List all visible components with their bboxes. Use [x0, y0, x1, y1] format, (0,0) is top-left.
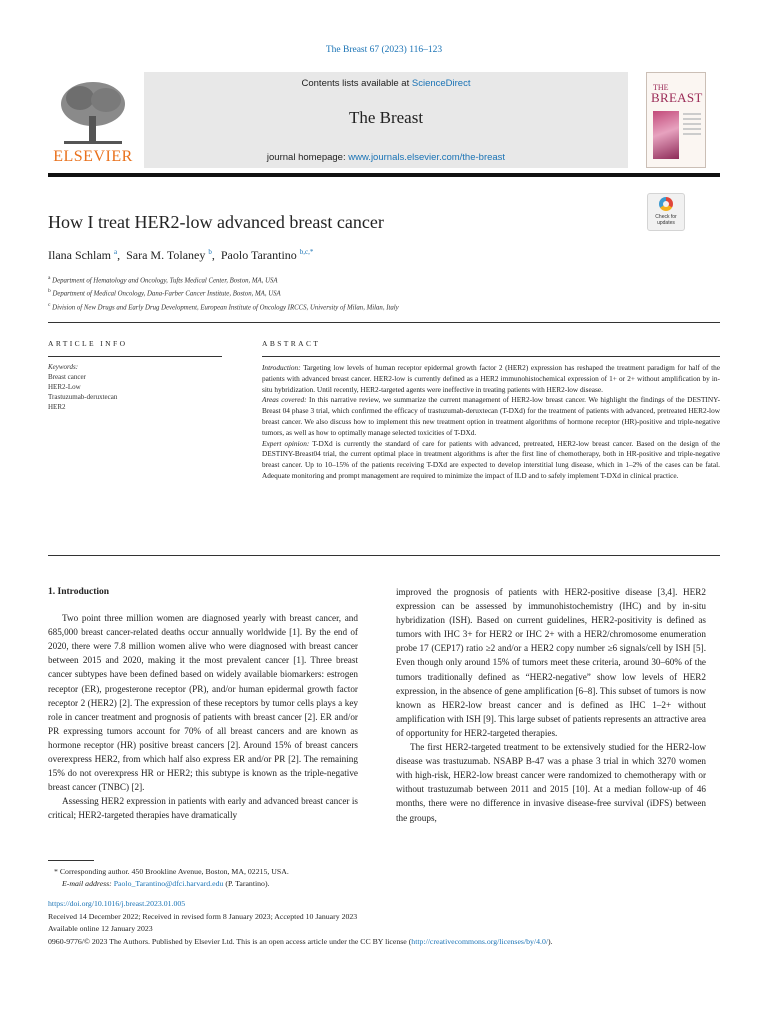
author-list: Ilana Schlam $^a$, Sara M. Tolaney $^b$, Paolo Tarantino $^{b,c,*}$ [48, 248, 314, 262]
contents-prefix: Contents lists available at [301, 78, 412, 89]
cover-lines [683, 113, 701, 115]
abstract-paragraph [262, 395, 720, 438]
body-paragraph: Two point three million women are diagnosed yearly with breast cancer, and 685,000 breast cancer-related deaths occur annually worldwide [1]. By the end of 2020, there were 7.8 million women alive who were diagnosed with breast cancer between 2015 and 2020, making it the most prevalent cancer [1]. Three breast cancer subtypes have been defined based on widely available biomarkers: estrogen receptor (ER), progesterone receptor (PR), and/or human epidermal growth factor receptor 2 (HER2) [2]. The expression of these receptors by tumor cells plays a key role in cancer treatment and prognosis of patients with breast cancer [2]. ER and/or PR expressing tumors account for 70% of all breast cancers and are known as hormone receptor (HR) positive breast cancers [2]. Around 15% of breast cancers overexpress HER2, from which half also express ER and/or PR [2]. The remaining 15% do not overexpress HR or HER2; this subtype is known as the triple-negative breast cancer (TNBC) [2]. [48, 613, 358, 793]
affiliation-item [48, 286, 399, 299]
affiliation-item [48, 300, 399, 313]
abstract-rule [262, 356, 720, 357]
affiliation-sup: c [48, 301, 51, 308]
article-info-heading: ARTICLE INFO [48, 339, 128, 348]
elsevier-tree-icon [58, 78, 128, 146]
crossmark-icon [659, 197, 673, 211]
abstract-label: Expert opinion: [262, 438, 310, 448]
author-name[interactable]: Paolo Tarantino [220, 248, 297, 262]
article-title: How I treat HER2-low advanced breast cancer [48, 212, 384, 232]
license-suffix: ). [548, 936, 553, 946]
affiliation-item [48, 273, 399, 286]
abstract-end-rule [48, 555, 720, 556]
sciencedirect-link[interactable]: ScienceDirect [411, 78, 471, 89]
footnotes [48, 866, 289, 890]
affiliation-text: Department of Hematology and Oncology, Tufts Medical Center, Boston, MA, USA [52, 277, 278, 285]
keyword-item: Breast cancer [48, 373, 86, 381]
email-note [48, 878, 289, 890]
email-suffix: (P. Tarantino). [223, 879, 270, 888]
affiliation-text: Department of Medical Oncology, Dana-Farber Cancer Institute, Boston, MA, USA [52, 290, 281, 298]
check-for-updates-label: Check for updates [655, 214, 677, 226]
journal-banner [144, 72, 628, 168]
abstract-body: In this narrative review, we summarize the current management of HER2-low breast cancer. We highlight the findings of the DESTINY-Breast 04 phase 3 trial, which confirmed the efficacy of trastuzumab-deruxtecan (T-DXd) for the treatment of patients with advanced, pretreated HER2-low breast cancer. We also discuss how to implement this new treatment option in treatment algorithms of hormone receptor (HR)-positive and triple-negative tumors, as well as how to optimally manage selected toxicities of T-DXd. [262, 395, 721, 437]
cover-breast: BREAST [651, 90, 703, 105]
author-affiliation-sup[interactable]: a [113, 248, 118, 256]
email-label: E-mail address: [62, 879, 112, 888]
keywords-label: Keywords: [48, 363, 79, 371]
cover-the: THE [653, 83, 669, 92]
cover-artwork [653, 111, 679, 159]
affiliation-sup: b [48, 288, 51, 295]
section-divider [48, 322, 720, 323]
footnote-rule [48, 860, 94, 861]
article-info-rule [48, 356, 222, 357]
section-title: 1. Introduction [48, 587, 110, 597]
abstract-label: Areas covered: [262, 395, 307, 405]
license-line [48, 936, 553, 949]
keyword-item: HER2 [48, 403, 66, 411]
license-link[interactable]: http://creativecommons.org/licenses/by/4.0/ [411, 936, 549, 946]
abstract-label: Introduction: [262, 363, 301, 372]
journal-cover-image[interactable] [646, 72, 706, 168]
author-affiliation-sup[interactable]: b [208, 248, 212, 256]
abstract-body: T-DXd is currently the standard of care for patients with advanced, pretreated, HER2-low breast cancer. Based on the design of the DESTINY-Breast04 trial, the current optimal place in treatment algorithms is after the first line of chemotherapy, both in HR-positive and triple-negative breast cancer. Up to 10–15% of the patients receiving T-DXd are expected to develop interstitial lung disease, which in 1–2% of the cases can be fatal. Adequate monitoring and prompt management are required to minimize the impact of ILD and to safely implement T-DXd in clinical practice. [262, 438, 720, 480]
author-name[interactable]: Ilana Schlam [48, 248, 111, 262]
body-paragraph: Assessing HER2 expression in patients with early and advanced breast cancer is critical; HER2-targeted therapies have dramatically [48, 796, 358, 821]
homepage-line [144, 152, 628, 163]
affiliations [48, 273, 399, 313]
keyword-item: HER2-Low [48, 383, 81, 391]
abstract-paragraph [262, 363, 720, 395]
abstract-heading: ABSTRACT [262, 339, 321, 348]
body-column-right [396, 585, 706, 825]
body-column-left [48, 585, 358, 823]
abstract-paragraph [262, 439, 720, 482]
abstract-text [262, 363, 720, 482]
author-name[interactable]: Sara M. Tolaney [126, 248, 206, 262]
affiliation-text: Division of New Drugs and Early Drug Development, European Institute of Oncology IRCCS, University of Milan, Milan, Italy [52, 303, 399, 311]
body-paragraph: The first HER2-targeted treatment to be extensively studied for the HER2-low disease was trastuzumab. NSABP B-47 was a phase 3 trial in which 3270 women with high-risk, HER2-low breast cancer were randomized to chemotherapy with or without trastuzumab between 2011 and 2015 [10]. At a median follow-up of 46 months, there were no difference in invasive disease-free survival (iDFS) between the groups, [396, 742, 706, 823]
available-online: Available online 12 January 2023 [48, 924, 153, 933]
license-prefix: 0960-9776/© 2023 The Authors. Published by Elsevier Ltd. This is an open access article under the CC BY license ( [48, 936, 412, 946]
affiliation-sup: a [48, 275, 51, 281]
publication-info [48, 898, 553, 948]
check-for-updates-button[interactable] [647, 193, 685, 231]
contents-line [144, 78, 628, 89]
email-link[interactable]: Paolo_Tarantino@dfci.harvard.edu [113, 879, 224, 888]
homepage-prefix: journal homepage: [266, 152, 349, 163]
author-affiliation-sup[interactable]: b,c,* [299, 248, 314, 256]
elsevier-logo[interactable] [48, 72, 138, 172]
journal-reference[interactable]: The Breast 67 (2023) 116–123 [325, 45, 443, 55]
journal-title: The Breast [348, 108, 424, 127]
body-paragraph: improved the prognosis of patients with HER2-positive disease [3,4]. HER2 expression can be assessed by immunohistochemistry (IHC) and by in-situ hybridization (ISH). Based on current guidelines, HER2-positivity is defined as tumors with IHC 3+ for HER2 or IHC 2+ with a HER2/chromosome enumeration probe 17 (CEP17) ratio ≥2 and/or a HER2 copy number ≥6 signals/cell by ISH [5]. Even though only around 15% of tumors meet these criteria, around 30–60% of the tumors traditionally defined as “HER2-negative” show low levels of HER2 expression, in the absence of gene amplification [6–8]. This subset of tumors is now known as HER2-low breast cancer and is defined as IHC 1–2+ without amplification with ISH [9]. This large subset of patients represents an attractive area of opportunity for HER2-targeted therapies. [396, 587, 706, 738]
header-rule [48, 173, 720, 177]
keyword-item: Trastuzumab-deruxtecan [48, 393, 118, 401]
publisher-name: ELSEVIER [53, 148, 133, 165]
keywords-block [48, 362, 117, 412]
received-dates: Received 14 December 2022; Received in revised form 8 January 2023; Accepted 10 January 2023 [48, 911, 358, 921]
corresponding-author-note: * Corresponding author. 450 Brookline Avenue, Boston, MA, 02215, USA. [54, 867, 289, 876]
journal-homepage-link[interactable]: www.journals.elsevier.com/the-breast [348, 152, 506, 163]
journal-header [48, 72, 720, 172]
abstract-body: Targeting low levels of human receptor epidermal growth factor 2 (HER2) expression has reshaped the treatment paradigm for half of the patients with advanced breast cancer. HER2-low is currently defined as a HER2 immunohistochemical expression of 1+ or 2+ without amplification by in-situ hybridization. Until recently, HER2-targeted agents were ineffective in treating patients with HER2-low disease. [262, 363, 720, 394]
doi-link[interactable]: https://doi.org/10.1016/j.breast.2023.01.005 [48, 899, 186, 908]
